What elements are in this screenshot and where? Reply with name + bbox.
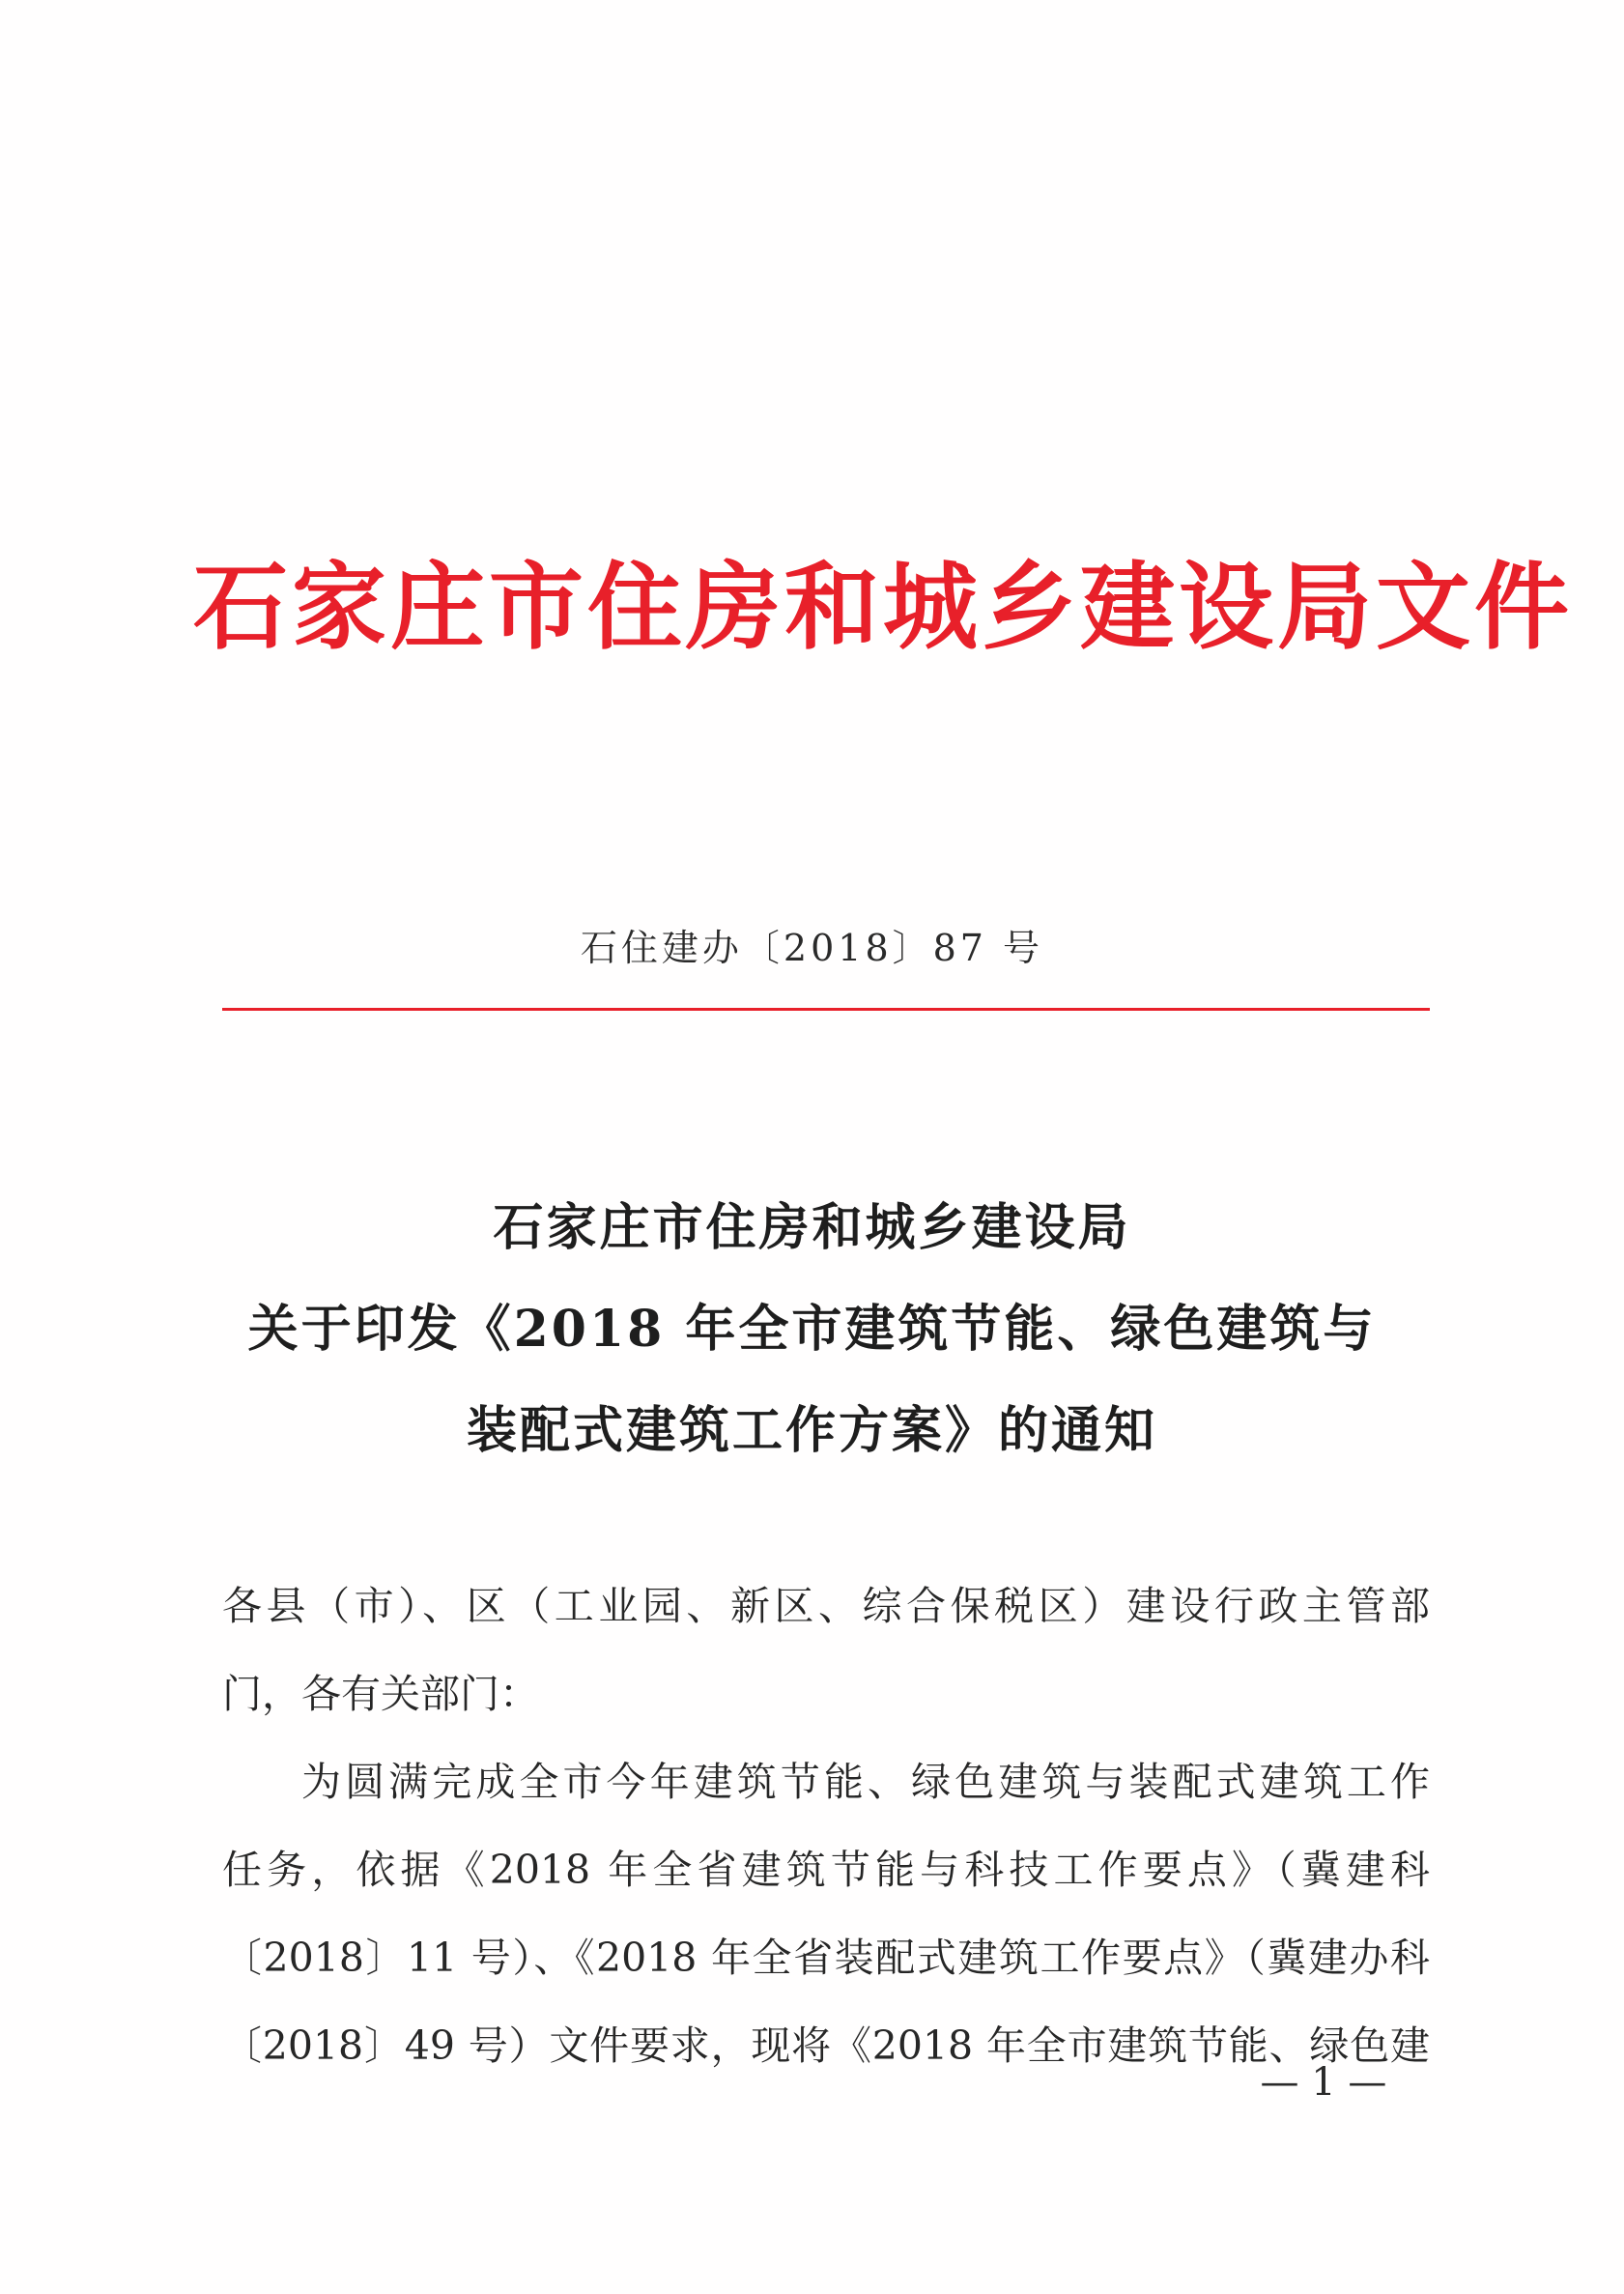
body-line-paragraph-4: 〔2018〕49 号）文件要求，现将《2018 年全市建筑节能、绿色建: [222, 2022, 1430, 2069]
body-line-paragraph-2: 任务，依据《2018 年全省建筑节能与科技工作要点》（冀建科: [222, 1847, 1430, 1893]
page-number: — 1 —: [1260, 2060, 1387, 2105]
notice-title-line-3: 装配式建筑工作方案》的通知: [466, 1401, 1157, 1460]
body-line-paragraph-1: 为圆满完成全市今年建筑节能、绿色建筑与装配式建筑工作: [301, 1759, 1430, 1805]
document-number: 石住建办〔2018〕87 号: [580, 927, 1044, 969]
body-line-paragraph-3: 〔2018〕11 号）、《2018 年全省装配式建筑工作要点》（冀建办科: [222, 1935, 1430, 1981]
notice-title-line-1: 石家庄市住房和城乡建设局: [493, 1198, 1131, 1257]
body-line-addressee-2: 门，各有关部门：: [222, 1671, 539, 1717]
notice-title-line-2: 关于印发《2018 年全市建筑节能、绿色建筑与: [247, 1300, 1377, 1359]
masthead-title: 石家庄市住房和城乡建设局文件: [193, 552, 1574, 663]
red-divider-rule: [222, 1008, 1430, 1011]
body-line-addressee-1: 各县（市）、区（工业园、新区、综合保税区）建设行政主管部: [222, 1583, 1430, 1629]
